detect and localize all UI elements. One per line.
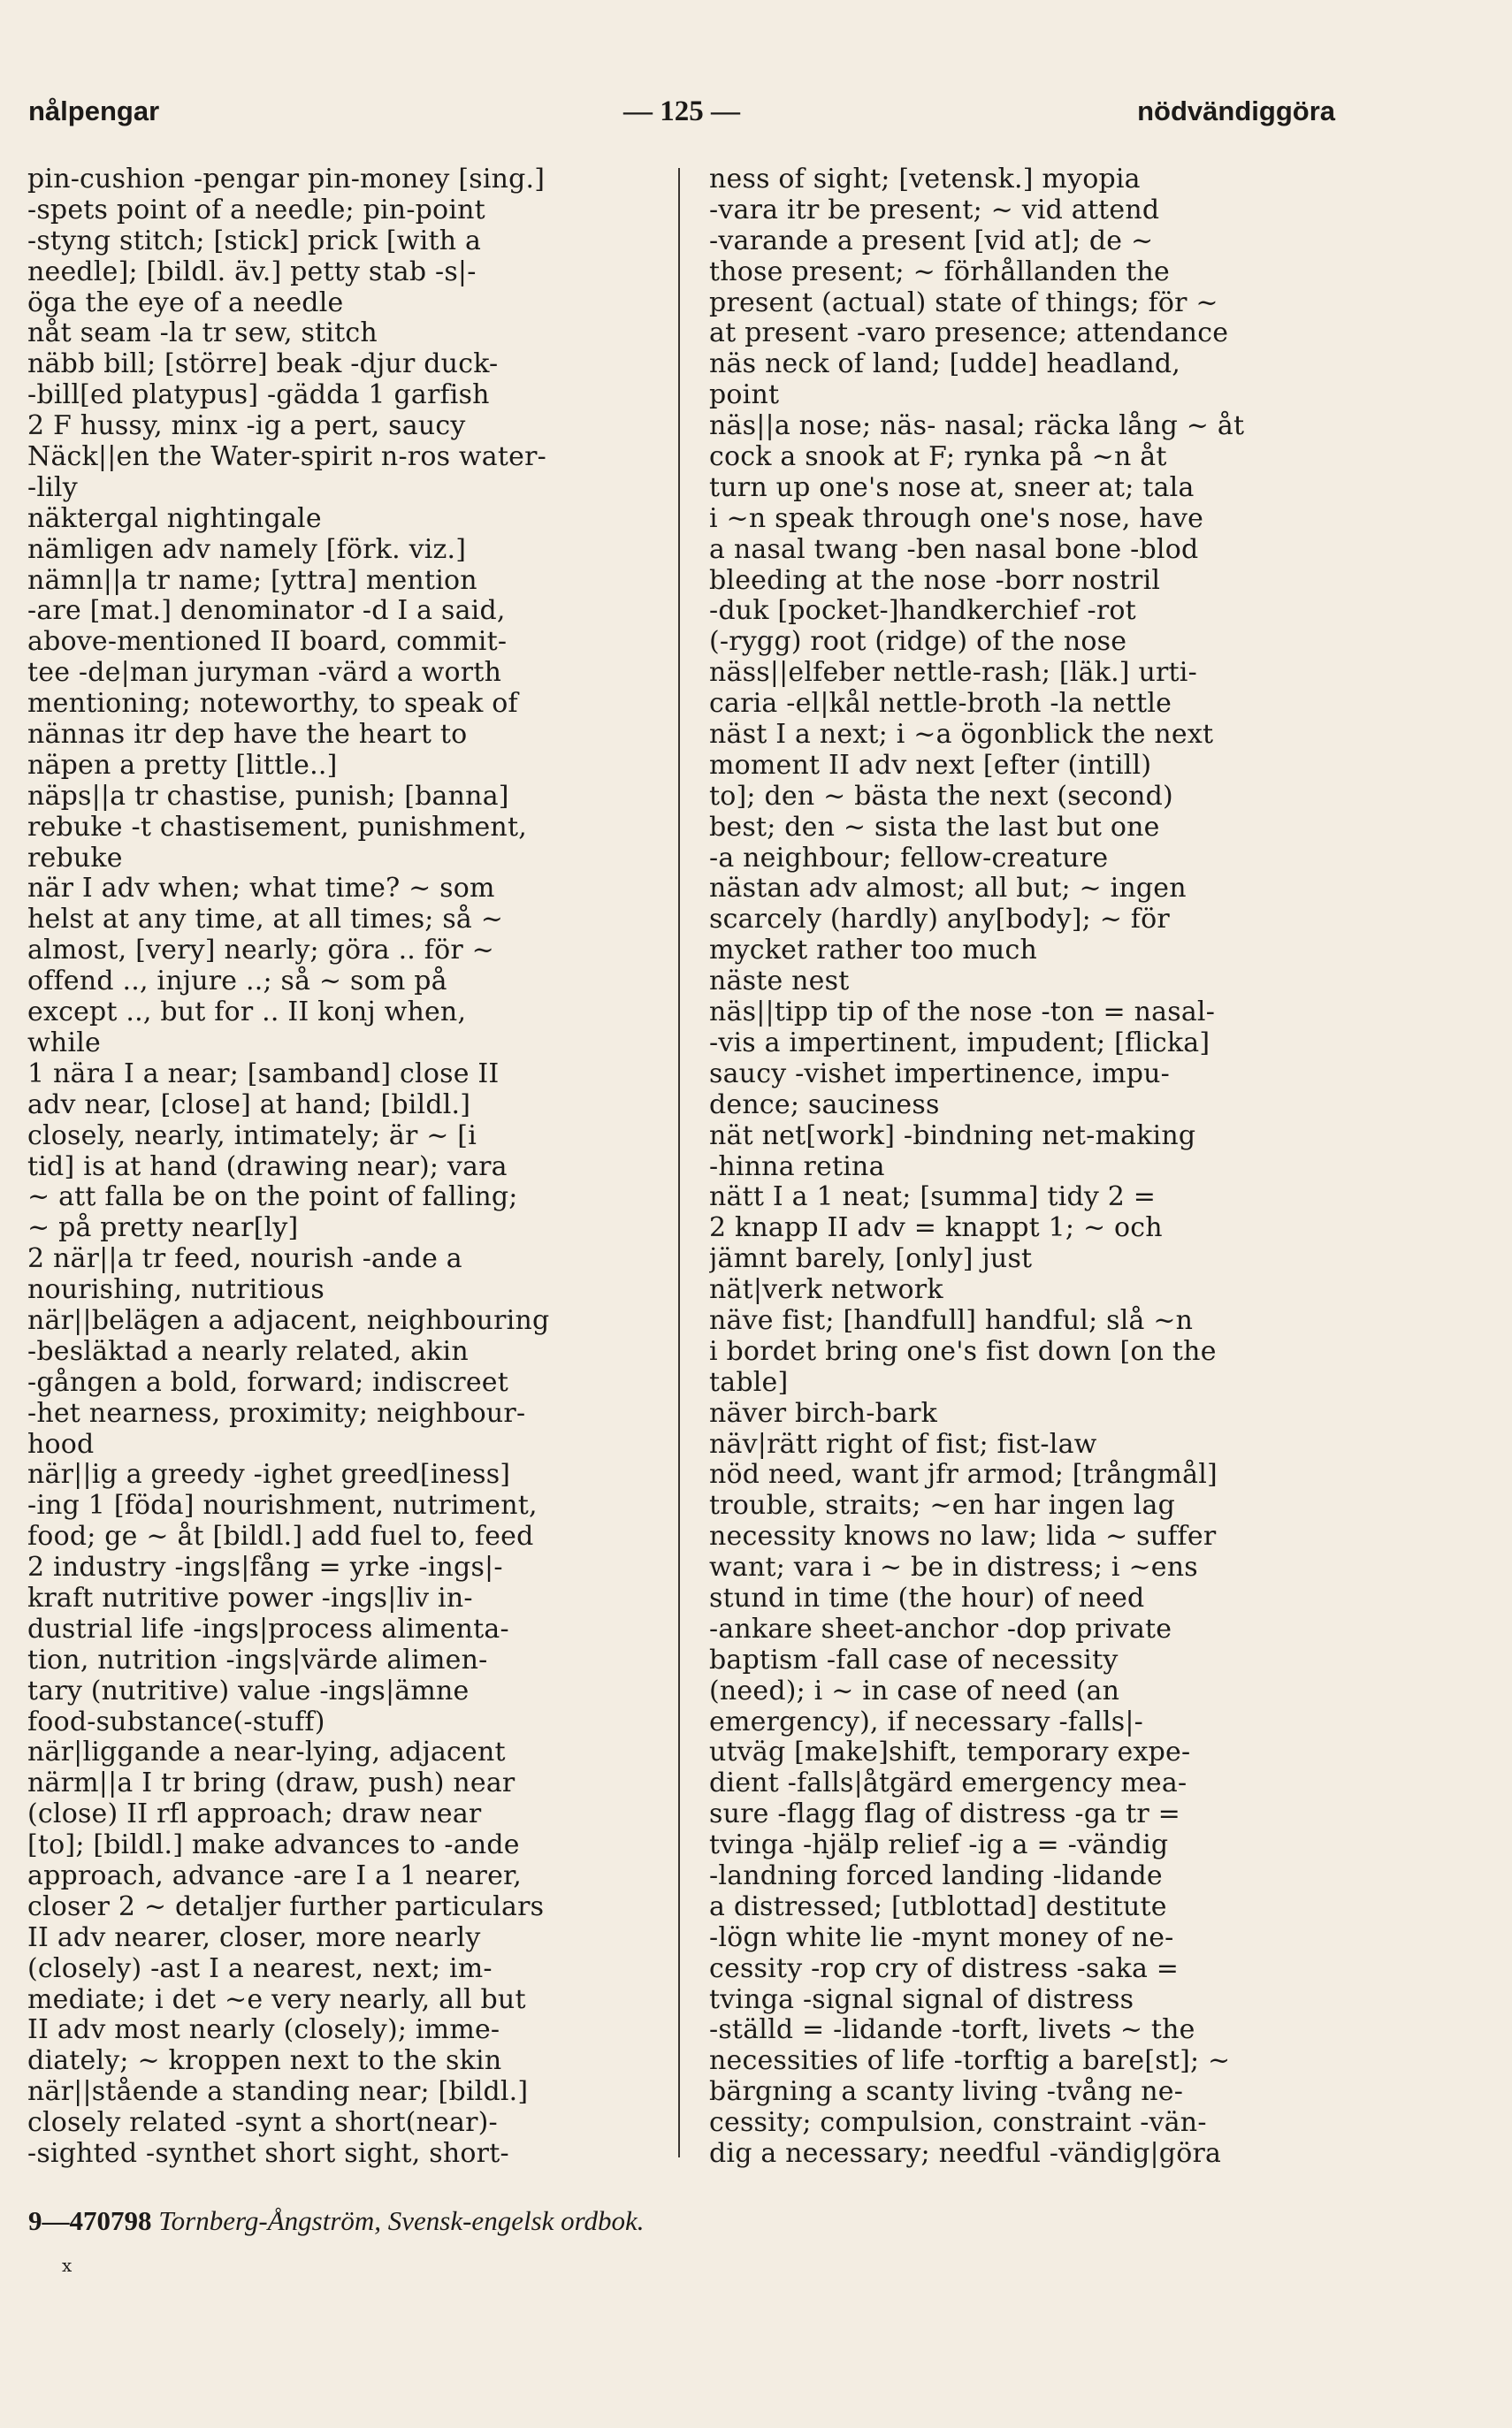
entry-line: -bill[ed platypus] -gädda 1 garfish	[27, 379, 490, 411]
entry-line: cessity; compulsion, constraint -vän-	[709, 2107, 1207, 2139]
left-column	[27, 164, 661, 2173]
entry-line: adv near, [close] at hand; [bildl.]	[27, 1088, 471, 1120]
entry-line: dig a necessary; needful -vändig|göra	[709, 2138, 1222, 2169]
entry-line: nät|verk network	[709, 1274, 943, 1306]
entry-line: jämnt barely, [only] just	[709, 1243, 1033, 1275]
entry-line: näpen a pretty [little..]	[27, 749, 338, 781]
entry-line: (closely) -ast I a nearest, next; im-	[27, 1952, 493, 1984]
entry-line: Näck||en the Water-spirit n-ros water-	[27, 441, 546, 473]
entry-line: -besläktad a nearly related, akin	[27, 1335, 469, 1367]
entry-line: -varande a present [vid at]; de ~	[709, 225, 1154, 256]
entry-line: bleeding at the nose -borr nostril	[709, 564, 1161, 596]
entry-line: rebuke -t chastisement, punishment,	[27, 811, 527, 843]
entry-line: above-mentioned II board, commit-	[27, 626, 508, 658]
entry-line: näktergal nightingale	[27, 502, 322, 534]
entry-line: näps||a tr chastise, punish; [banna]	[27, 780, 509, 812]
entry-line: sure -flagg flag of distress -ga tr =	[709, 1798, 1180, 1830]
entry-line: nåt seam -la tr sew, stitch	[27, 317, 378, 349]
header-first-entry: nålpengar	[28, 95, 160, 126]
entry-line: closer 2 ~ detaljer further particulars	[27, 1890, 545, 1922]
entry-line: at present -varo presence; attendance	[709, 317, 1229, 349]
entry-line: those present; ~ förhållanden the	[709, 256, 1170, 287]
entry-line: näbb bill; [större] beak -djur duck-	[27, 348, 499, 380]
entry-line: nät net[work] -bindning net-making	[709, 1119, 1196, 1151]
entry-line: ~ på pretty near[ly]	[27, 1212, 299, 1244]
entry-line: mediate; i det ~e very nearly, all but	[27, 1983, 526, 2015]
entry-line: näs||a nose; näs- nasal; räcka lång ~ åt	[709, 410, 1245, 442]
entry-line: nännas itr dep have the heart to	[27, 719, 468, 751]
page-footer	[28, 2205, 645, 2237]
entry-line: -het nearness, proximity; neighbour-	[27, 1397, 526, 1429]
header-last-entry: nödvändiggöra	[1137, 95, 1335, 126]
entry-line: tion, nutrition -ings|värde alimen-	[27, 1644, 488, 1676]
entry-line: -hinna retina	[709, 1150, 885, 1182]
entry-line: -are [mat.] denominator -d I a said,	[27, 595, 506, 627]
entry-line: när|liggande a near-lying, adjacent	[27, 1737, 506, 1768]
entry-line: nämn||a tr name; [yttra] mention	[27, 564, 477, 596]
entry-line: hood	[27, 1428, 95, 1460]
entry-line: i ~n speak through one's nose, have	[709, 502, 1204, 534]
entry-line: emergency), if necessary -falls|-	[709, 1706, 1144, 1737]
entry-line: best; den ~ sista the last but one	[709, 811, 1160, 843]
entry-line: -lögn white lie -mynt money of ne-	[709, 1921, 1174, 1953]
entry-line: closely, nearly, intimately; är ~ [i	[27, 1119, 477, 1151]
entry-line: approach, advance -are I a 1 nearer,	[27, 1859, 523, 1891]
entry-line: -gången a bold, forward; indiscreet	[27, 1366, 508, 1398]
entry-line: mycket rather too much	[709, 935, 1037, 966]
entry-line: nourishing, nutritious	[27, 1274, 325, 1306]
entry-line: -sighted -synthet short sight, short-	[27, 2138, 509, 2169]
entry-line: -lily	[27, 471, 78, 503]
entry-line: näs||tipp tip of the nose -ton = nasal-	[709, 996, 1216, 1028]
entry-line: while	[27, 1027, 101, 1058]
entry-line: näver birch-bark	[709, 1397, 937, 1429]
entry-line: trouble, straits; ~en har ingen lag	[709, 1490, 1176, 1522]
entry-line: dient -falls|åtgärd emergency mea-	[709, 1768, 1187, 1799]
entry-line: när||ig a greedy -ighet greed[iness]	[27, 1459, 511, 1491]
entry-line: want; vara i ~ be in distress; i ~ens	[709, 1552, 1198, 1584]
entry-line: a nasal twang -ben nasal bone -blod	[709, 533, 1199, 565]
entry-line: food-substance(-stuff)	[27, 1706, 325, 1737]
entry-line: tary (nutritive) value -ings|ämne	[27, 1675, 470, 1706]
entry-line: dustrial life -ings|process alimenta-	[27, 1613, 509, 1645]
entry-line: -vis a impertinent, impudent; [flicka]	[709, 1027, 1210, 1058]
entry-line: nämligen adv namely [förk. viz.]	[27, 533, 467, 565]
entry-line: när||stående a standing near; [bildl.]	[27, 2076, 529, 2108]
entry-line: 1 nära I a near; [samband] close II	[27, 1057, 500, 1089]
entry-line: ness of sight; [vetensk.] myopia	[709, 164, 1141, 195]
entry-line: needle]; [bildl. äv.] petty stab -s|-	[27, 256, 477, 287]
entry-line: utväg [make]shift, temporary expe-	[709, 1737, 1191, 1768]
entry-line: nästan adv almost; all but; ~ ingen	[709, 873, 1187, 905]
entry-line: caria -el|kål nettle-broth -la nettle	[709, 688, 1172, 720]
entry-line: näste nest	[709, 966, 850, 997]
entry-line: näve fist; [handfull] handful; slå ~n	[709, 1304, 1194, 1336]
entry-line: -ankare sheet-anchor -dop private	[709, 1613, 1172, 1645]
entry-line: ~ att falla be on the point of falling;	[27, 1181, 518, 1213]
entry-line: 2 knapp II adv = knappt 1; ~ och	[709, 1212, 1163, 1244]
entry-line: table]	[709, 1366, 789, 1398]
entry-line: baptism -fall case of necessity	[709, 1644, 1119, 1676]
entry-line: tid] is at hand (drawing near); vara	[27, 1150, 508, 1182]
entry-line: closely related -synt a short(near)-	[27, 2107, 498, 2139]
entry-line: helst at any time, at all times; så ~	[27, 904, 504, 935]
footer-title: Tornberg-Ångström, Svensk-engelsk ordbok.	[158, 2205, 645, 2236]
entry-line: necessities of life -torftig a bare[st]; ~	[709, 2045, 1231, 2077]
entry-line: turn up one's nose at, sneer at; tala	[709, 471, 1195, 503]
entry-line: to]; den ~ bästa the next (second)	[709, 780, 1173, 812]
entry-line: (close) II rfl approach; draw near	[27, 1798, 482, 1830]
entry-line: -landning forced landing -lidande	[709, 1859, 1163, 1891]
entry-line: näv|rätt right of fist; fist-law	[709, 1428, 1097, 1460]
entry-line: dence; sauciness	[709, 1088, 940, 1120]
entry-line: -ing 1 [föda] nourishment, nutriment,	[27, 1490, 538, 1522]
entry-line: saucy -vishet impertinence, impu-	[709, 1057, 1170, 1089]
entry-line: [to]; [bildl.] make advances to -ande	[27, 1829, 520, 1861]
entry-line: när I adv when; what time? ~ som	[27, 873, 495, 905]
entry-line: (need); i ~ in case of need (an	[709, 1675, 1120, 1706]
entry-line: nöd need, want jfr armod; [trångmål]	[709, 1459, 1218, 1491]
entry-line: -duk [pocket-]handkerchief -rot	[709, 595, 1136, 627]
entry-line: present (actual) state of things; för ~	[709, 286, 1218, 318]
entry-line: cock a snook at F; rynka på ~n åt	[709, 441, 1167, 473]
page-header	[28, 95, 1335, 134]
entry-line: tvinga -signal signal of distress	[709, 1983, 1134, 2015]
entry-line: II adv nearer, closer, more nearly	[27, 1921, 481, 1953]
entry-line: öga the eye of a needle	[27, 286, 344, 318]
entry-line: -spets point of a needle; pin-point	[27, 194, 485, 225]
entry-line: i bordet bring one's fist down [on the	[709, 1335, 1217, 1367]
entry-line: -ställd = -lidande -torft, livets ~ the	[709, 2014, 1195, 2046]
entry-line: näss||elfeber nettle-rash; [läk.] urti-	[709, 657, 1197, 689]
entry-line: II adv most nearly (closely); imme-	[27, 2014, 500, 2046]
entry-line: except .., but for .. II konj when,	[27, 996, 467, 1028]
entry-line: a distressed; [utblottad] destitute	[709, 1890, 1167, 1922]
entry-line: näs neck of land; [udde] headland,	[709, 348, 1181, 380]
entry-line: 2 när||a tr feed, nourish -ande a	[27, 1243, 462, 1275]
entry-line: stund in time (the hour) of need	[709, 1582, 1145, 1614]
entry-line: mentioning; noteworthy, to speak of	[27, 688, 518, 720]
printer-mark: x	[62, 2255, 73, 2276]
page-number: — 125 —	[623, 95, 740, 127]
entry-line: bärgning a scanty living -tvång ne-	[709, 2076, 1184, 2108]
entry-line: food; ge ~ åt [bildl.] add fuel to, feed	[27, 1521, 534, 1553]
footer-print-number: 9—470798	[28, 2205, 152, 2236]
entry-line: cessity -rop cry of distress -saka =	[709, 1952, 1180, 1984]
entry-line: point	[709, 379, 780, 411]
entry-line: almost, [very] nearly; göra .. för ~	[27, 935, 494, 966]
entry-line: närm||a I tr bring (draw, push) near	[27, 1768, 515, 1799]
entry-line: 2 industry -ings|fång = yrke -ings|-	[27, 1552, 503, 1584]
entry-line: (-rygg) root (ridge) of the nose	[709, 626, 1127, 658]
entry-line: offend .., injure ..; så ~ som på	[27, 966, 447, 997]
entry-line: kraft nutritive power -ings|liv in-	[27, 1582, 473, 1614]
entry-line: tee -de|man juryman -värd a worth	[27, 657, 502, 689]
right-column	[709, 164, 1342, 2173]
entry-line: -styng stitch; [stick] prick [with a	[27, 225, 482, 256]
entry-line: när||belägen a adjacent, neighbouring	[27, 1304, 550, 1336]
entry-line: tvinga -hjälp relief -ig a = -vändig	[709, 1829, 1169, 1861]
entry-line: scarcely (hardly) any[body]; ~ för	[709, 904, 1170, 935]
entry-line: pin-cushion -pengar pin-money [sing.]	[27, 164, 546, 195]
entry-line: necessity knows no law; lida ~ suffer	[709, 1521, 1217, 1553]
entry-line: -a neighbour; fellow-creature	[709, 842, 1109, 874]
entry-line: näst I a next; i ~a ögonblick the next	[709, 719, 1214, 751]
entry-line: rebuke	[27, 842, 123, 874]
entry-line: nätt I a 1 neat; [summa] tidy 2 =	[709, 1181, 1157, 1213]
entry-line: diately; ~ kroppen next to the skin	[27, 2045, 502, 2077]
entry-line: 2 F hussy, minx -ig a pert, saucy	[27, 410, 466, 442]
entry-line: moment II adv next [efter (intill)	[709, 749, 1152, 781]
column-divider	[678, 168, 680, 2157]
entry-line: -vara itr be present; ~ vid attend	[709, 194, 1160, 225]
